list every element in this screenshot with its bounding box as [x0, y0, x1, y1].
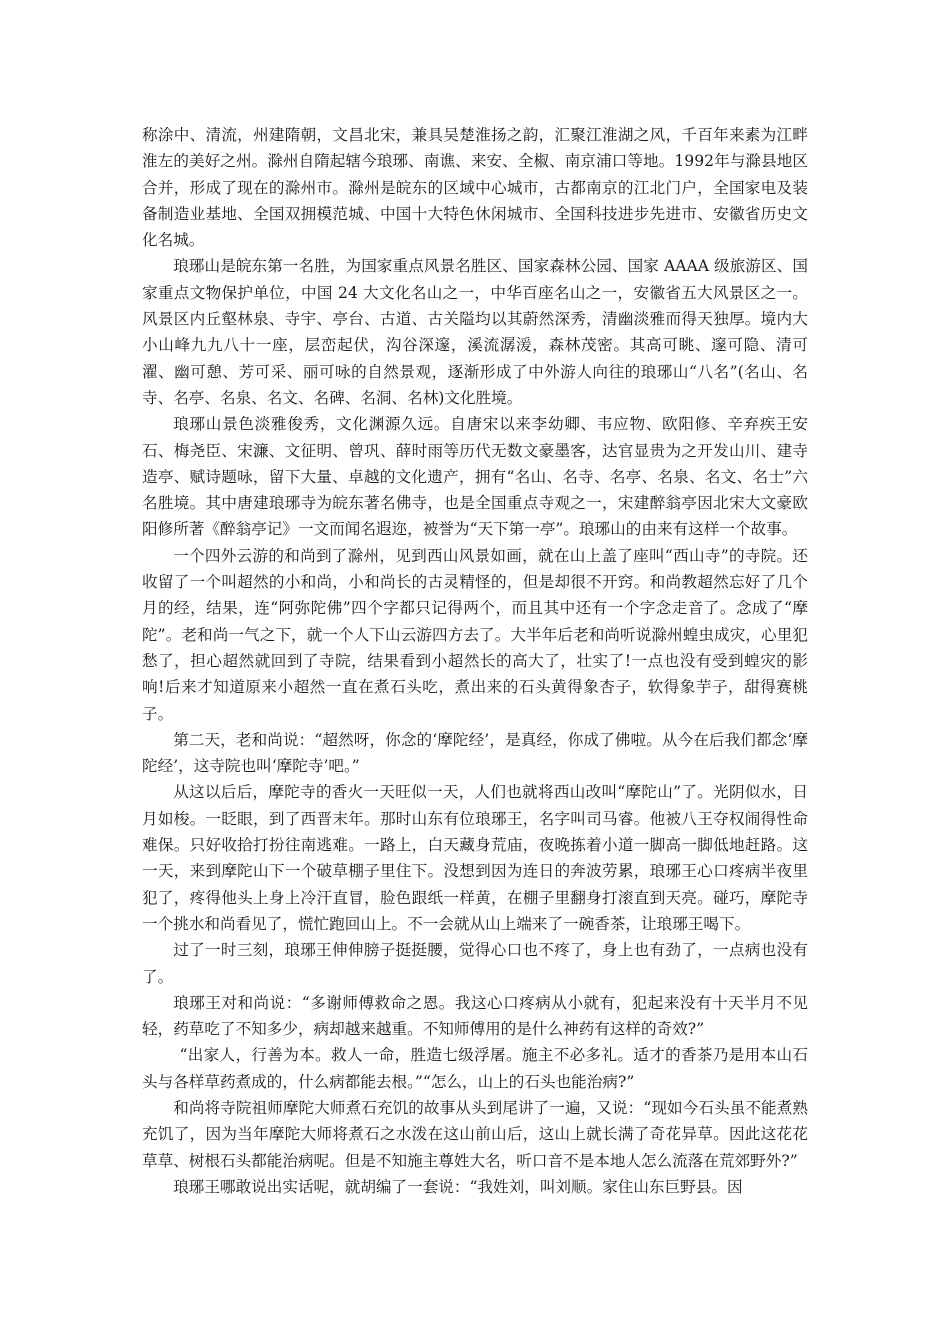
- paragraph-7: 过了一时三刻，琅琊王伸伸膀子挺挺腰，觉得心口也不疼了，身上也有劲了，一点病也没有了。: [142, 941, 808, 986]
- paragraph-9: “出家人，行善为本。救人一命，胜造七级浮屠。施主不必多礼。适才的香茶乃是用本山石头与各样草药煮成的，什么病都能去根。”“怎么，山上的石头也能治病?”: [142, 1046, 808, 1091]
- paragraph-11: 琅琊王哪敢说出实话呢，就胡编了一套说：“我姓刘，叫刘顺。家住山东巨野县。因: [173, 1177, 743, 1196]
- paragraph-3: 琅琊山景色淡雅俊秀，文化渊源久远。自唐宋以来李幼卿、韦应物、欧阳修、辛弃疾王安石、梅尧臣、宋濂、文征明、曾巩、薛时雨等历代无数文豪墨客，达官显贵为之开发山川、建寺造亭、赋诗题咏，留下大量、卓越的文化遗产，拥有“名山、名寺、名亭、名泉、名文、名士”六名胜境。其中唐建琅琊寺为皖东著名佛寺，也是全国重点寺观之一，宋建醉翁亭因北宋大文豪欧阳修所著《醉翁亭记》一文而闻名遐迩，被誉为“天下第一亭”。琅琊山的由来有这样一个故事。: [142, 415, 808, 539]
- document-body: [142, 122, 808, 1200]
- paragraph-5: 第二天，老和尚说：“超然呀，你念的‘摩陀经’，是真经，你成了佛啦。从今在后我们都念‘摩陀经’，这寺院也叫‘摩陀寺’吧。”: [142, 730, 808, 776]
- paragraph-1: 称涂中、清流，州建隋朝，文昌北宋，兼具吴楚淮扬之韵，汇聚江淮湖之风，千百年来素为江畔淮左的美好之州。滁州自隋起辖今琅琊、南谯、来安、全椒、南京浦口等地。1992年与滁县地区合并，形成了现在的滁州市。滁州是皖东的区域中心城市，古都南京的江北门户，全国家电及装备制造业基地、全国双拥模范城、中国十大特色休闲城市、全国科技进步先进市、安徽省历史文化名城。: [142, 126, 808, 250]
- paragraph-10: 和尚将寺院祖师摩陀大师煮石充饥的故事从头到尾讲了一遍，又说：“现如今石头虽不能煮熟充饥了，因为当年摩陀大师将煮石之水泼在这山前山后，这山上就长满了奇花异草。因此这花花草草、树根石头都能治病呢。但是不知施主尊姓大名，听口音不是本地人怎么流落在荒郊野外?”: [142, 1098, 808, 1170]
- paragraph-4: 一个四外云游的和尚到了滁州，见到西山风景如画，就在山上盖了座叫“西山寺”的寺院。还收留了一个叫超然的小和尚，小和尚长的古灵精怪的，但是却很不开窍。和尚教超然忘好了几个月的经，结果，连“阿弥陀佛”四个字都只记得两个，而且其中还有一个字念走音了。念成了“摩陀”。老和尚一气之下，就一个人下山云游四方去了。大半年后老和尚听说滁州蝗虫成灾，心里犯愁了，担心超然就回到了寺院，结果看到小超然长的高大了，壮实了!一点也没有受到蝗灾的影响!后来才知道原来小超然一直在煮石头吃，煮出来的石头黄得象杏子，软得象芋子，甜得赛桃子。: [142, 546, 808, 723]
- paragraph-8: 琅琊王对和尚说：“多谢师傅救命之恩。我这心口疼病从小就有，犯起来没有十天半月不见轻，药草吃了不知多少，病却越来越重。不知师傅用的是什么神药有这样的奇效?”: [142, 993, 808, 1039]
- paragraph-2: 琅琊山是皖东第一名胜，为国家重点风景名胜区、国家森林公园、国家 AAAA 级旅游区、国家重点文物保护单位，中国 24 大文化名山之一，中华百座名山之一，安徽省五大风景区之一。风景区内丘壑林泉、寺宇、亭台、古道、古关隘均以其蔚然深秀，清幽淡雅而得天独厚。境内大小山峰九九八十一座，层峦起伏，沟谷深邃，溪流潺湲，森林茂密。其高可眺、邃可隐、清可濯、幽可憩、芳可采、丽可咏的自然景观，逐渐形成了中外游人向往的琅琊山“八名”(名山、名寺、名亭、名泉、名文、名碑、名洞、名林)文化胜境。: [142, 257, 808, 407]
- paragraph-6: 从这以后后，摩陀寺的香火一天旺似一天，人们也就将西山改叫“摩陀山”了。光阴似水，日月如梭。一眨眼，到了西晋末年。那时山东有位琅琊王，名字叫司马睿。他被八王夺权闹得性命难保。只好收拾打扮往南逃难。一路上，白天藏身荒庙，夜晚拣着小道一脚高一脚低地赶路。这一天，来到摩陀山下一个破草棚子里住下。没想到因为连日的奔波劳累，琅琊王心口疼病半夜里犯了，疼得他头上身上冷汗直冒，脸色跟纸一样黄，在棚子里翻身打滚直到天亮。碰巧，摩陀寺一个挑水和尚看见了，慌忙跑回山上。不一会就从山上端来了一碗香茶，让琅琊王喝下。: [142, 783, 808, 933]
